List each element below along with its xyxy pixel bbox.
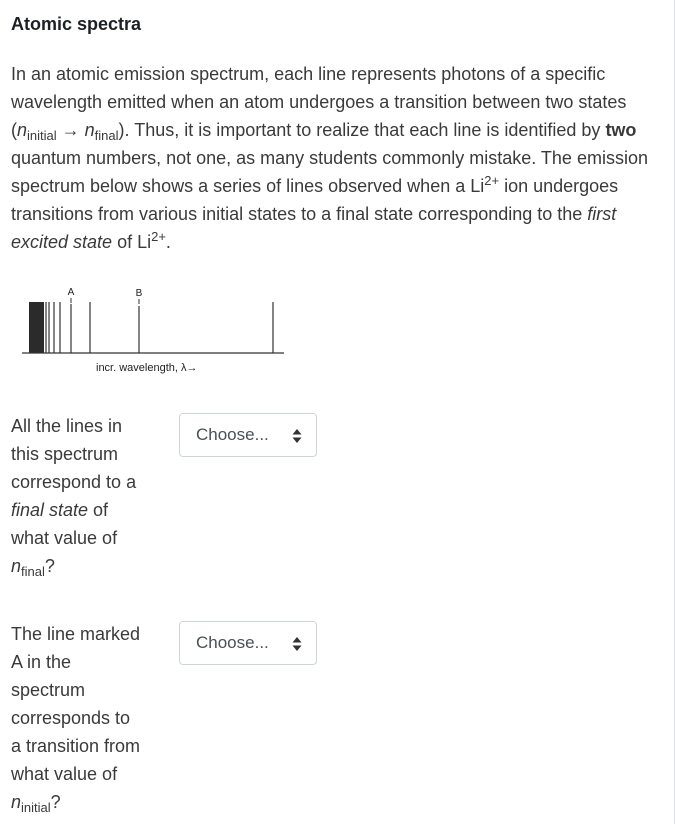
q1-text-2: of what value of [11,500,118,548]
n-final-symbol: n [84,120,95,140]
series-limit-band [29,302,44,353]
question-1-select-value: Choose... [196,425,269,444]
select-updown-icon [292,428,302,444]
question-1-select[interactable] [179,413,317,457]
select-updown-icon [292,636,302,652]
intro-text-5: of Li [112,232,152,252]
q1-n-subscript: final [21,564,45,579]
intro-text-3: quantum numbers, not one, as many students commonly mistake. The emission spectrum below shows a series of lines observed when a Li [11,148,648,196]
q2-n-symbol: n [11,792,22,812]
intro-text-4: ion undergoes transitions from various initial states to a final state corresponding to the [11,176,619,224]
intro-text-2: ). Thus, it is important to realize that each line is identified by [118,120,606,140]
q1-text-3: ? [44,556,55,576]
charge-superscript-2: 2+ [151,229,166,244]
n-final-subscript: final [94,128,119,143]
question-2-select[interactable] [179,621,317,665]
question-2-select-value: Choose... [196,633,269,652]
question-2-text [11,620,143,816]
n-initial-symbol: n [17,120,28,140]
wavelength-axis-label: incr. wavelength, λ→ [96,362,198,374]
intro-text-1: In an atomic emission spectrum, each line represents photons of a specific wavelength emitted when an atom undergoes a transition between two states ( [11,64,627,140]
transition-arrow: → [56,120,85,140]
q1-text-1: All the lines in this spectrum correspond to a [11,416,137,492]
intro-paragraph [11,60,651,256]
charge-superscript-1: 2+ [484,173,500,188]
emission-spectrum-figure [18,282,290,378]
question-1-text [11,412,141,580]
spectrum-label-b: B [135,288,143,299]
q2-n-subscript: initial [21,800,51,815]
spectrum-label-a: A [67,287,75,298]
q2-text-1: The line marked A in the spectrum corresponds to a transition from what value of [11,624,141,784]
n-initial-subscript: initial [27,128,57,143]
emphasis-two: two [605,120,637,140]
q2-text-2: ? [50,792,61,812]
final-state-italic: final state [11,500,89,520]
q1-n-symbol: n [11,556,22,576]
page-title: Atomic spectra [11,14,142,34]
first-excited-state: first excited state [11,204,617,252]
intro-text-6: . [165,232,171,252]
